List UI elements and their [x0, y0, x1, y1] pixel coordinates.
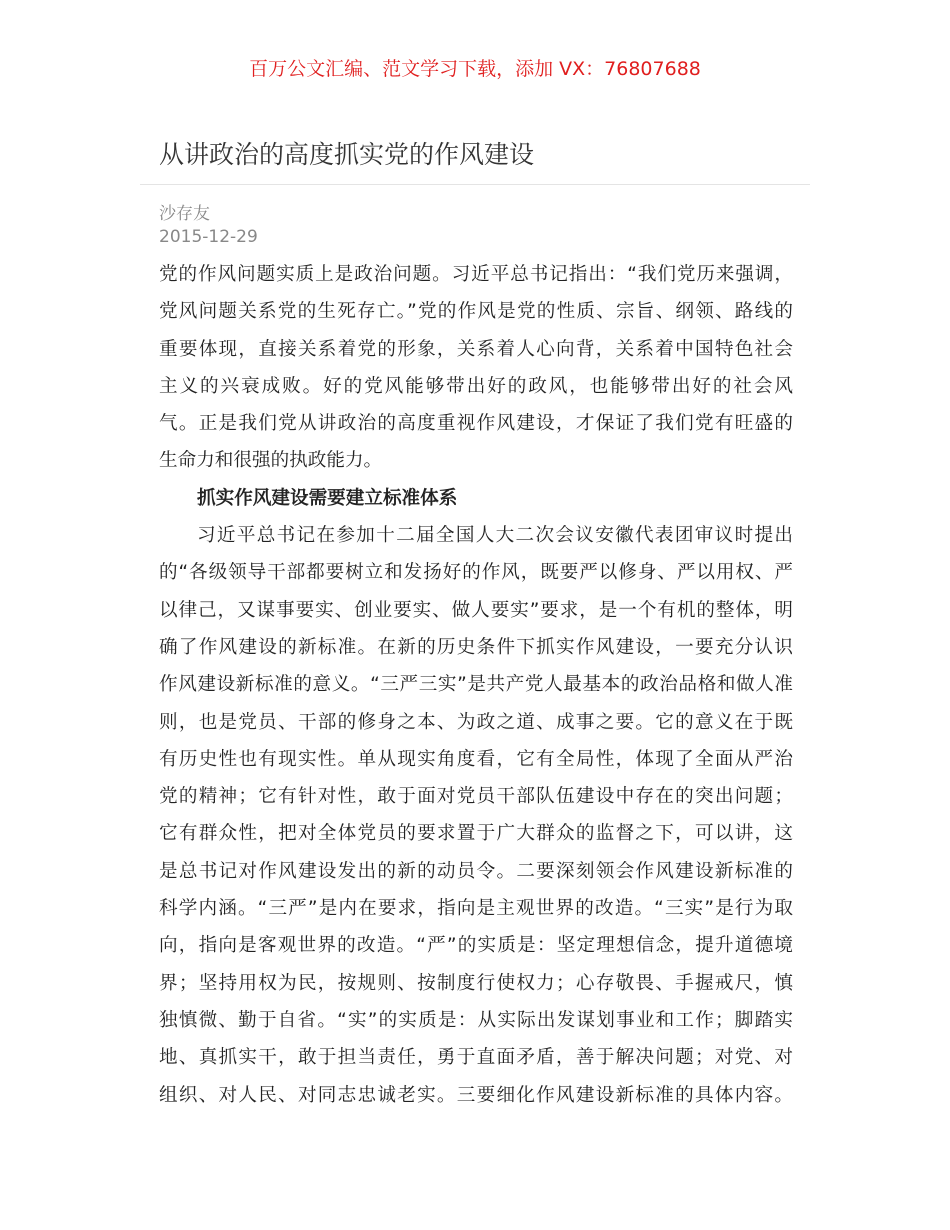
article-date: 2015-12-29 [159, 227, 258, 247]
title-divider [140, 184, 810, 185]
download-banner: 百万公文汇编、范文学习下载，添加 VX：76807688 [249, 58, 701, 80]
text-line: 向，指向是客观世界的改造。“严”的实质是：坚定理想信念，提升道德境 [159, 935, 793, 957]
text-line: 地、真抓实干，敢于担当责任，勇于直面矛盾，善于解决问题；对党、对 [159, 1047, 793, 1069]
article-author: 沙存友 [159, 204, 210, 224]
text-line: 则，也是党员、干部的修身之本、为政之道、成事之要。它的意义在于既 [159, 711, 793, 733]
text-line: 作风建设新标准的意义。“三严三实”是共产党人最基本的政治品格和做人准 [159, 674, 793, 696]
paragraph-2 [159, 517, 793, 1114]
text-line: 重要体现，直接关系着党的形象，关系着人心向背，关系着中国特色社会 [159, 338, 793, 360]
text-line: 界；坚持用权为民，按规则、按制度行使权力；心存敬畏、手握戒尺，慎 [159, 972, 793, 994]
text-line: 以律己，又谋事要实、创业要实、做人要实”要求，是一个有机的整体，明 [159, 599, 793, 621]
paragraph-1 [159, 256, 793, 480]
text-line: 党风问题关系党的生死存亡。”党的作风是党的性质、宗旨、纲领、路线的 [159, 301, 793, 323]
text-line: 主义的兴衰成败。好的党风能够带出好的政风，也能够带出好的社会风 [159, 375, 793, 397]
text-line: 它有群众性，把对全体党员的要求置于广大群众的监督之下，可以讲，这 [159, 823, 793, 845]
article-body [159, 256, 793, 1114]
text-line: 科学内涵。“三严”是内在要求，指向是主观世界的改造。“三实”是行为取 [159, 898, 793, 920]
text-line: 的“各级领导干部都要树立和发扬好的作风，既要严以修身、严以用权、严 [159, 562, 793, 584]
text-line: 有历史性也有现实性。单从现实角度看，它有全局性，体现了全面从严治 [159, 748, 793, 770]
text-line: 气。正是我们党从讲政治的高度重视作风建设，才保证了我们党有旺盛的 [159, 413, 793, 435]
section-heading: 抓实作风建设需要建立标准体系 [197, 487, 458, 509]
article-title: 从讲政治的高度抓实党的作风建设 [159, 140, 535, 169]
text-line: 确了作风建设的新标准。在新的历史条件下抓实作风建设，一要充分认识 [159, 636, 793, 658]
text-line: 组织、对人民、对同志忠诚老实。三要细化作风建设新标准的具体内容。 [159, 1084, 793, 1106]
text-line: 党的作风问题实质上是政治问题。习近平总书记指出：“我们党历来强调， [159, 264, 793, 285]
text-line: 独慎微、勤于自省。“实”的实质是：从实际出发谋划事业和工作；脚踏实 [159, 1009, 793, 1031]
text-line: 习近平总书记在参加十二届全国人大二次会议安徽代表团审议时提出 [197, 525, 793, 547]
text-line: 党的精神；它有针对性，敢于面对党员干部队伍建设中存在的突出问题； [159, 786, 793, 808]
text-line: 是总书记对作风建设发出的新的动员令。二要深刻领会作风建设新标准的 [159, 860, 793, 882]
text-line: 生命力和很强的执政能力。 [159, 450, 383, 472]
